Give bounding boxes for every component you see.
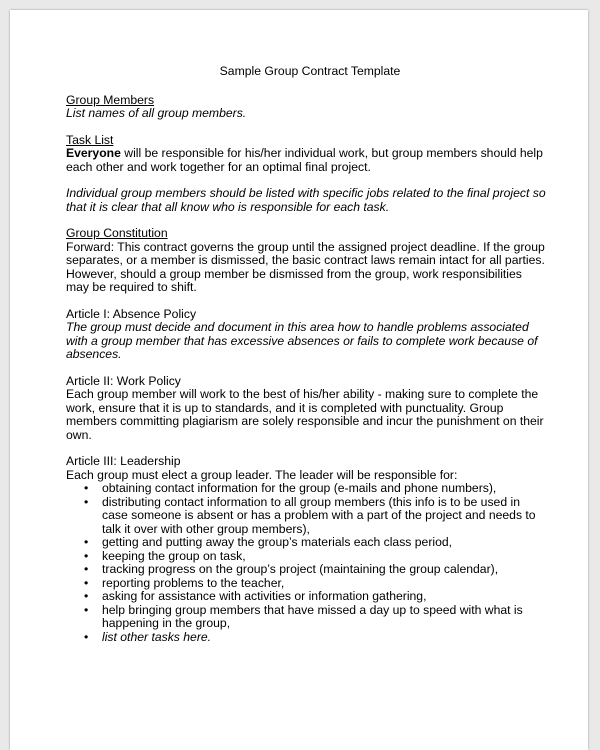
list-item [84, 548, 546, 564]
group-members-text: List names of all group members. [66, 106, 247, 120]
list-item [84, 494, 546, 537]
list-item-text: reporting problems to the teacher, [102, 575, 285, 590]
list-item [84, 575, 546, 591]
article-2-heading: Article II: Work Policy [66, 373, 181, 388]
list-item [84, 589, 546, 604]
article-1-text: The group must decide and document in this area how to handle problems associated with a group member that has excessive absences or fails to complete work because of absences. [66, 320, 538, 361]
list-item [84, 535, 546, 550]
task-list-heading: Task List [66, 132, 114, 147]
bullet-icon: • [84, 562, 89, 576]
list-item [84, 481, 546, 496]
list-item-text: tracking progress on the group’s project (maintaining the group calendar), [102, 562, 499, 576]
list-item-text: obtaining contact information for the group (e-mails and phone numbers), [102, 481, 497, 495]
task-list-section [66, 134, 546, 215]
bullet-icon: • [84, 629, 89, 644]
document-page [10, 10, 588, 750]
bullet-icon: • [84, 575, 89, 590]
document-title: Sample Group Contract Template [219, 64, 401, 78]
article-3-section [66, 455, 546, 644]
list-item [84, 562, 546, 577]
group-members-section [66, 94, 546, 121]
list-item-text: keeping the group on task, [102, 548, 246, 563]
bullet-icon: • [84, 494, 89, 509]
bullet-icon: • [84, 481, 89, 495]
list-item [84, 602, 546, 631]
article-3-intro: Each group must elect a group leader. The leader will be responsible for: [66, 467, 458, 482]
article-2-section [66, 375, 546, 443]
group-members-heading: Group Members [66, 92, 155, 107]
article-2-text: Each group member will work to the best of his/her ability - making sure to complete the work, ensure that it is up to standards, and it is completed with punctuality. Group members committing plagiarism are solely responsible and incur the punishment on their own. [66, 387, 544, 442]
task-list-note: Individual group members should be listed with specific jobs related to the final project so that it is clear that all know who is responsible for each task. [66, 186, 546, 214]
list-item-text: getting and putting away the group’s materials each class period, [102, 535, 453, 549]
article-3-heading: Article III: Leadership [66, 454, 181, 468]
group-constitution-text: Forward: This contract governs the group until the assigned project deadline. If the group separates, or a member is dismissed, the basic contract laws remain intact for all parties. However, should a group member be dismissed from the group, work responsibilities may be required to shift. [66, 239, 545, 294]
group-constitution-section [66, 227, 546, 295]
leader-responsibilities-list [66, 482, 546, 644]
task-list-text [66, 147, 546, 174]
list-item-text: distributing contact information to all group members (this info is to be used in case someone is absent or has a problem with a part of the project and needs to talk it over with other group members), [102, 494, 536, 536]
bullet-icon: • [84, 589, 89, 603]
bullet-icon: • [84, 548, 89, 563]
article-1-section [66, 308, 546, 362]
list-item-text: help bringing group members that have missed a day up to speed with what is happening in the group, [102, 602, 523, 630]
list-item-text: asking for assistance with activities or information gathering, [102, 589, 427, 603]
everyone-bold: Everyone [66, 146, 121, 160]
document-content [66, 65, 546, 657]
everyone-text: will be responsible for his/her individual work, but group members should help each other and work together for an optimal final project. [66, 146, 543, 174]
list-item [84, 629, 546, 645]
bullet-icon: • [84, 602, 89, 617]
list-item-text: list other tasks here. [102, 629, 212, 644]
bullet-icon: • [84, 535, 89, 549]
group-constitution-heading: Group Constitution [66, 226, 168, 240]
article-1-heading: Article I: Absence Policy [66, 306, 197, 321]
